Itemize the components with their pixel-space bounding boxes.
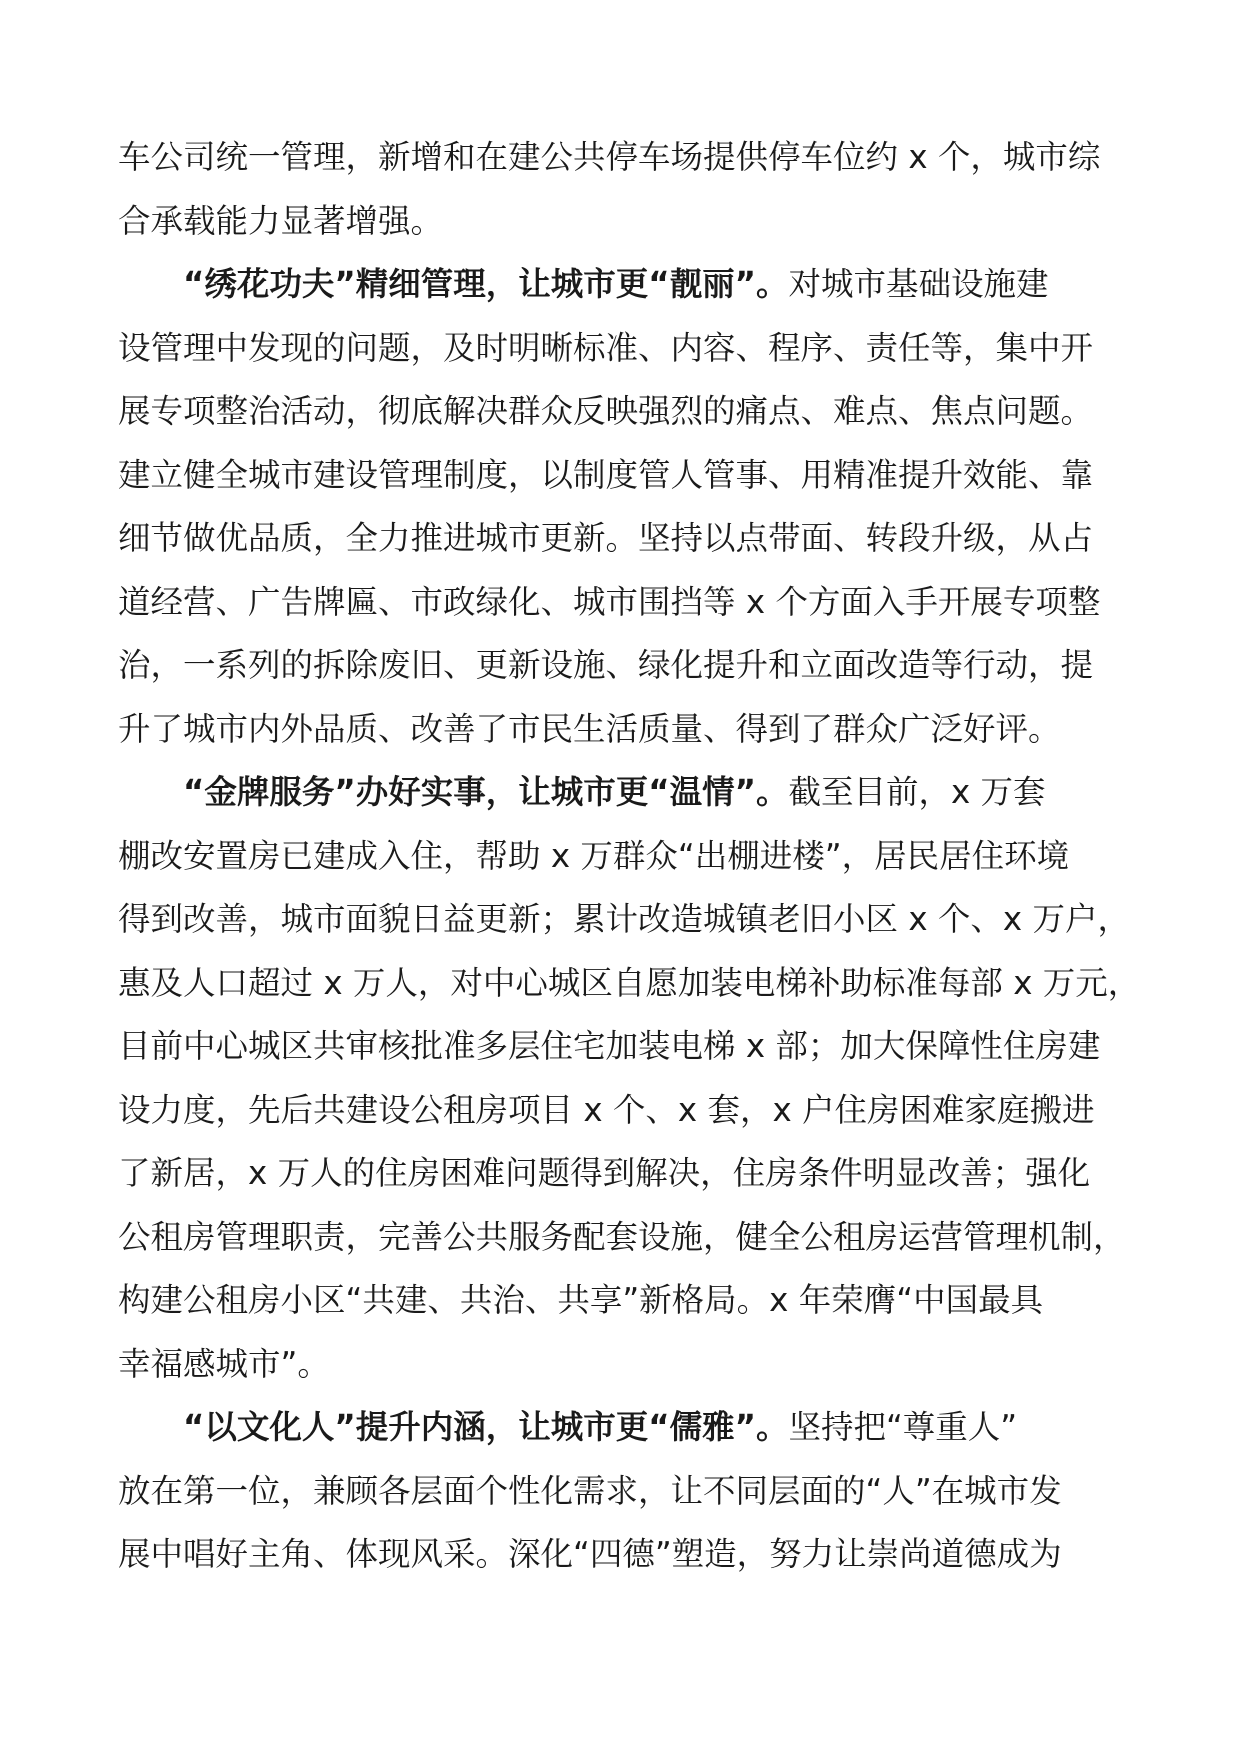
text-line: 棚改安置房已建成入住，帮助 x 万群众“出棚进楼”，居民居住环境 [118, 836, 1070, 875]
text-line: 惠及人口超过 x 万人，对中心城区自愿加装电梯补助标准每部 x 万元， [118, 963, 1141, 1002]
paragraph-heading: “金牌服务”办好实事，让城市更“温情”。 [183, 773, 789, 811]
text-line: 构建公租房小区“共建、共治、共享”新格局。x 年荣膺“中国最具 [118, 1281, 1044, 1319]
text-run: 对城市基础设施建 [788, 265, 1049, 303]
paragraph-3 [118, 761, 1142, 1396]
text-line: 建立健全城市建设管理制度，以制度管人管事、用精准提升效能、靠 [118, 455, 1094, 494]
text-line: 展中唱好主角、体现风采。深化“四德”塑造，努力让崇尚道德成为 [118, 1535, 1062, 1573]
paragraph-1 [118, 126, 1142, 253]
paragraph-heading: “以文化人”提升内涵，让城市更“儒雅”。 [183, 1408, 789, 1446]
paragraph-first-line [118, 761, 1142, 825]
text-line: 细节做优品质，全力推进城市更新。坚持以点带面、转段升级，从占 [118, 519, 1094, 557]
text-line: 放在第一位，兼顾各层面个性化需求，让不同层面的“人”在城市发 [118, 1471, 1062, 1510]
text-line: 升了城市内外品质、改善了市民生活质量、得到了群众广泛好评。 [118, 709, 1061, 748]
document-body [118, 126, 1142, 1587]
paragraph-first-line [118, 1396, 1142, 1460]
text-line: 目前中心城区共审核批准多层住宅加装电梯 x 部；加大保障性住房建 [118, 1027, 1101, 1065]
text-line: 设力度，先后共建设公租房项目 x 个、x 套，x 户住房困难家庭搬进 [118, 1090, 1095, 1129]
text-line: 展专项整治活动，彻底解决群众反映强烈的痛点、难点、焦点问题。 [118, 392, 1094, 430]
text-line: 道经营、广告牌匾、市政绿化、城市围挡等 x 个方面入手开展专项整 [118, 582, 1101, 621]
text-line: 公租房管理职责，完善公共服务配套设施，健全公租房运营管理机制， [118, 1217, 1126, 1256]
text-run: 坚持把“尊重人” [788, 1408, 1018, 1446]
text-line: 车公司统一管理，新增和在建公共停车场提供停车位约 x 个，城市综 [118, 138, 1101, 176]
text-line: 治，一系列的拆除废旧、更新设施、绿化提升和立面改造等行动，提 [118, 646, 1094, 684]
text-line: 合承载能力显著增强。 [118, 201, 444, 240]
text-line: 幸福感城市”。 [118, 1344, 330, 1383]
text-run: 截至目前，x 万套 [788, 773, 1046, 811]
paragraph-first-line [118, 253, 1142, 317]
paragraph-heading: “绣花功夫”精细管理，让城市更“靓丽”。 [183, 265, 789, 303]
text-line: 得到改善，城市面貌日益更新；累计改造城镇老旧小区 x 个、x 万户， [118, 900, 1130, 938]
text-line: 设管理中发现的问题，及时明晰标准、内容、程序、责任等，集中开 [118, 328, 1094, 367]
text-line: 了新居，x 万人的住房困难问题得到解决，住房条件明显改善；强化 [118, 1154, 1091, 1192]
paragraph-4 [118, 1396, 1142, 1587]
paragraph-2 [118, 253, 1142, 761]
